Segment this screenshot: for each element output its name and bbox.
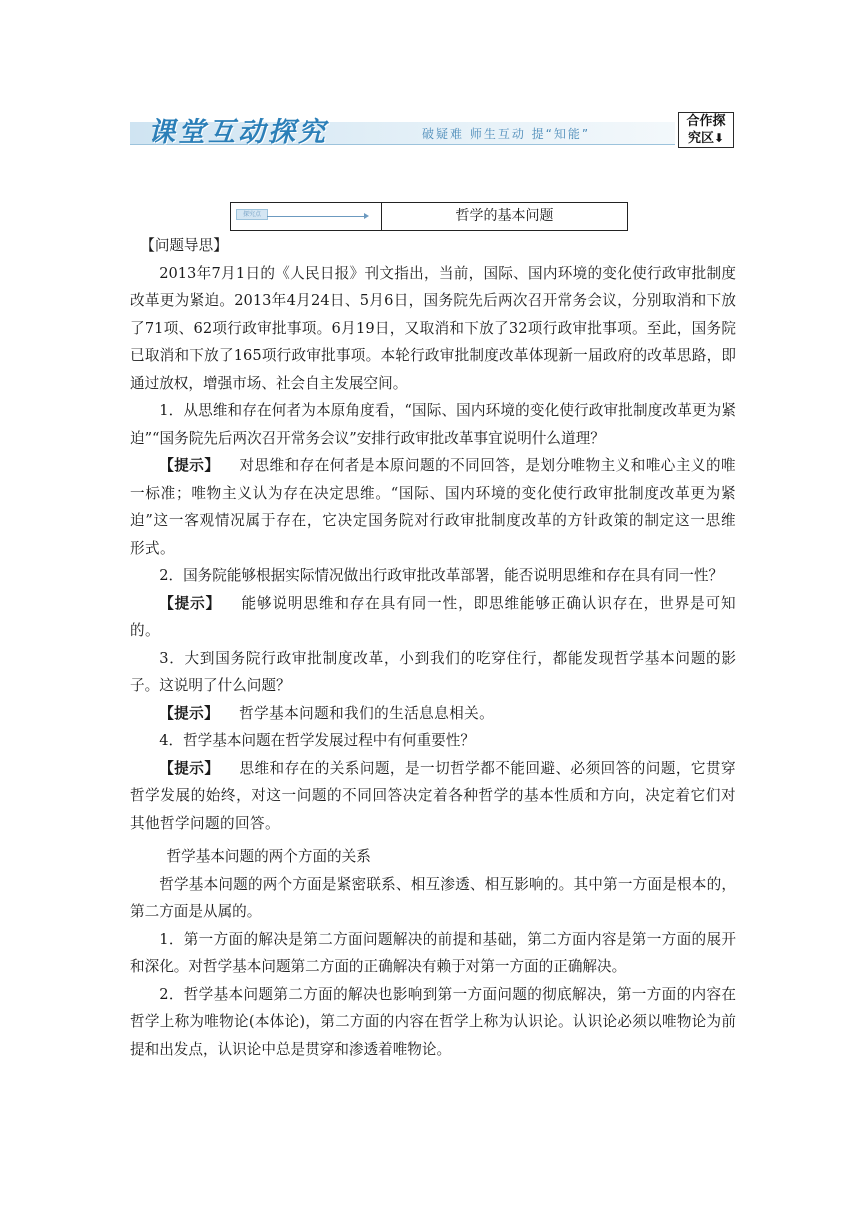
banner-title: 课堂互动探究 xyxy=(148,117,328,148)
summary-point-1: 1．第一方面的解决是第二方面问题解决的前提和基础，第二方面内容是第一方面的展开和深化。对哲学基本问题第二方面的正确解决有赖于对第一方面的正确解决。 xyxy=(130,930,736,975)
topic-header xyxy=(230,202,628,231)
hint-1 xyxy=(130,452,736,562)
document-body xyxy=(130,232,736,1063)
hint-label: 【提示】 xyxy=(159,759,220,777)
hint-label: 【提示】 xyxy=(159,704,220,722)
hint-3 xyxy=(130,700,736,728)
cooperation-zone-box xyxy=(678,112,734,148)
hint-text: 对思维和存在何者是本原问题的不同回答，是划分唯物主义和唯心主义的唯一标准；唯物主义认为存在决定思维。“国际、国内环境的变化使行政审批制度改革更为紧迫”这一客观情况属于存在，它决定国务院对行政审批制度改革的方针政策的制定这一思维形式。 xyxy=(130,457,736,557)
box-line-1: 合作探 xyxy=(686,114,726,129)
guide-intro: 2013年7月1日的《人民日报》刊文指出，当前，国际、国内环境的变化使行政审批制度改革更为紧迫。2013年4月24日、5月6日，国务院先后两次召开常务会议，分别取消和下放了71项、62项行政审批事项。6月19日，又取消和下放了32项行政审批事项。至此，国务院已取消和下放了165项行政审批事项。本轮行政审批制度改革体现新一届政府的改革思路，即通过放权，增强市场、社会自主发展空间。 xyxy=(130,264,736,392)
topic-title: 哲学的基本问题 xyxy=(455,208,554,224)
summary-intro: 哲学基本问题的两个方面是紧密联系、相互渗透、相互影响的。其中第一方面是根本的，第二方面是从属的。 xyxy=(130,875,736,920)
arrow-right-icon xyxy=(267,216,367,217)
arrow-down-icon: ⬇ xyxy=(713,131,725,145)
banner-subtitle: 破疑难 师生互动 提“知能” xyxy=(422,127,591,141)
hint-label: 【提示】 xyxy=(159,594,222,612)
box-line-2: 究区⬇ xyxy=(687,131,725,146)
hint-text: 哲学基本问题和我们的生活息息相关。 xyxy=(239,704,495,722)
topic-tag: 探究点 xyxy=(236,209,268,220)
question-4: 4．哲学基本问题在哲学发展过程中有何重要性？ xyxy=(159,732,475,749)
section-banner xyxy=(130,108,740,148)
topic-tag-cell xyxy=(231,203,382,230)
summary-point-2: 2．哲学基本问题第二方面的解决也影响到第一方面问题的彻底解决，第一方面的内容在哲学上称为唯物论(本体论)，第二方面的内容在哲学上称为认识论。认识论必须以唯物论为前提和出发点，认识论中总是贯穿和渗透着唯物论。 xyxy=(130,985,736,1058)
hint-4 xyxy=(130,755,736,838)
hint-text: 思维和存在的关系问题，是一切哲学都不能回避、必须回答的问题，它贯穿哲学发展的始终，对这一问题的不同回答决定着各种哲学的基本性质和方向，决定着它们对其他哲学问题的回答。 xyxy=(130,759,736,832)
question-3: 3．大到国务院行政审批制度改革，小到我们的吃穿住行，都能发现哲学基本问题的影子。这说明了什么问题？ xyxy=(130,649,736,694)
question-1: 1．从思维和存在何者为本原角度看，“国际、国内环境的变化使行政审批制度改革更为紧迫”“国务院先后两次召开常务会议”安排行政审批改革事宜说明什么道理？ xyxy=(130,402,736,447)
hint-2 xyxy=(130,590,736,645)
question-2: 2．国务院能够根据实际情况做出行政审批改革部署，能否说明思维和存在具有同一性？ xyxy=(159,567,724,584)
hint-label: 【提示】 xyxy=(159,457,220,474)
summary-heading: 哲学基本问题的两个方面的关系 xyxy=(166,848,371,865)
hint-text: 能够说明思维和存在具有同一性，即思维能够正确认识存在，世界是可知的。 xyxy=(130,594,736,639)
guide-heading: 【问题导思】 xyxy=(140,237,228,254)
